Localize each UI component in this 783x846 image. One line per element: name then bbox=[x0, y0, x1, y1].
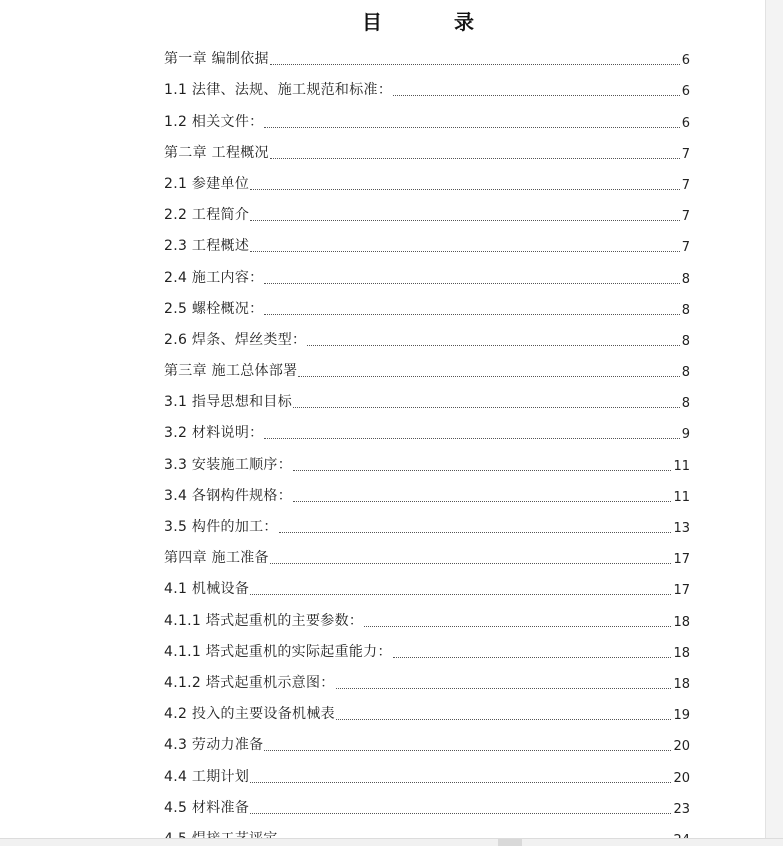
toc-dot-leader bbox=[293, 501, 671, 502]
toc-entry-page-number: 7 bbox=[681, 240, 690, 256]
toc-entry[interactable] bbox=[164, 74, 690, 105]
toc-entry-text: 4.1 机械设备 bbox=[164, 581, 250, 598]
toc-dot-leader bbox=[264, 438, 679, 439]
toc-entry-page-number: 7 bbox=[681, 146, 690, 162]
toc-entry[interactable] bbox=[164, 542, 690, 573]
toc-entry-page-number: 8 bbox=[681, 333, 690, 349]
toc-entry[interactable] bbox=[164, 105, 690, 136]
toc-entry-text: 3.4 各钢构件规格： bbox=[164, 487, 293, 504]
toc-dot-leader bbox=[393, 95, 680, 96]
toc-entry[interactable] bbox=[164, 448, 690, 479]
toc-dot-leader bbox=[264, 314, 679, 315]
toc-entry[interactable] bbox=[164, 511, 690, 542]
toc-entry-page-number: 6 bbox=[681, 53, 690, 69]
toc-entry[interactable] bbox=[164, 604, 690, 635]
toc-dot-leader bbox=[264, 127, 679, 128]
toc-entry[interactable] bbox=[164, 760, 690, 791]
toc-entry-text: 4.1.1 塔式起重机的实际起重能力： bbox=[164, 643, 392, 660]
toc-entry-page-number: 6 bbox=[681, 115, 690, 131]
toc-dot-leader bbox=[250, 594, 671, 595]
toc-entry-text: 4.3 劳动力准备 bbox=[164, 737, 264, 754]
toc-entry-text: 4.5 材料准备 bbox=[164, 799, 250, 816]
toc-entry[interactable] bbox=[164, 324, 690, 355]
toc-entry[interactable] bbox=[164, 573, 690, 604]
toc-entry-text: 1.2 相关文件： bbox=[164, 113, 264, 130]
toc-entry[interactable] bbox=[164, 386, 690, 417]
toc-entry-page-number: 7 bbox=[681, 177, 690, 193]
toc-entry-text: 1.1 法律、法规、施工规范和标准： bbox=[164, 82, 393, 99]
toc-entry[interactable] bbox=[164, 698, 690, 729]
toc-entry-page-number: 18 bbox=[673, 676, 690, 692]
toc-entry-text: 第三章 施工总体部署 bbox=[164, 363, 298, 380]
toc-entry-page-number: 18 bbox=[673, 614, 690, 630]
toc-entry[interactable] bbox=[164, 230, 690, 261]
toc-entry-text: 第一章 编制依据 bbox=[164, 51, 269, 68]
toc-entry-text: 第四章 施工准备 bbox=[164, 550, 269, 567]
toc-entry-page-number: 18 bbox=[673, 645, 690, 661]
toc-entry-page-number: 8 bbox=[681, 365, 690, 381]
toc-entry[interactable] bbox=[164, 480, 690, 511]
toc-dot-leader bbox=[264, 283, 679, 284]
toc-dot-leader bbox=[293, 407, 680, 408]
toc-entry-page-number: 17 bbox=[673, 583, 690, 599]
toc-entry-page-number: 11 bbox=[673, 458, 690, 474]
toc-entry[interactable] bbox=[164, 137, 690, 168]
toc-entry-page-number: 8 bbox=[681, 271, 690, 287]
toc-entry[interactable] bbox=[164, 43, 690, 74]
toc-entry-page-number: 11 bbox=[673, 489, 690, 505]
toc-entry[interactable] bbox=[164, 168, 690, 199]
toc-entry-page-number: 8 bbox=[681, 396, 690, 412]
toc-entry-text: 2.4 施工内容： bbox=[164, 269, 264, 286]
toc-entry[interactable] bbox=[164, 199, 690, 230]
toc-entry-text: 4.2 投入的主要设备机械表 bbox=[164, 706, 335, 723]
vertical-scrollbar[interactable] bbox=[765, 0, 783, 846]
toc-dot-leader bbox=[307, 345, 679, 346]
toc-dot-leader bbox=[250, 251, 680, 252]
toc-dot-leader bbox=[364, 626, 671, 627]
toc-entry-page-number: 8 bbox=[681, 302, 690, 318]
toc-entry-text: 4.1.1 塔式起重机的主要参数： bbox=[164, 612, 364, 629]
toc-entry[interactable] bbox=[164, 261, 690, 292]
toc-dot-leader bbox=[250, 220, 680, 221]
toc-entry-page-number: 9 bbox=[681, 427, 690, 443]
toc-entry-page-number: 20 bbox=[673, 770, 690, 786]
toc-entry-page-number: 13 bbox=[673, 521, 690, 536]
toc-dot-leader bbox=[279, 532, 672, 533]
toc-dot-leader bbox=[270, 64, 680, 65]
toc-dot-leader bbox=[250, 189, 680, 190]
toc-dot-leader bbox=[270, 158, 680, 159]
toc-entry-page-number: 17 bbox=[673, 552, 690, 568]
toc-entry[interactable] bbox=[164, 792, 690, 823]
toc-entry[interactable] bbox=[164, 355, 690, 386]
toc-entry[interactable] bbox=[164, 293, 690, 324]
toc-entry-text: 3.1 指导思想和目标 bbox=[164, 394, 293, 411]
toc-entry[interactable] bbox=[164, 417, 690, 448]
toc-entry[interactable] bbox=[164, 667, 690, 698]
toc-dot-leader bbox=[293, 470, 671, 471]
toc-entry-text: 2.2 工程简介 bbox=[164, 207, 250, 224]
toc-dot-leader bbox=[250, 782, 671, 783]
toc-dot-leader bbox=[336, 719, 672, 720]
toc-dot-leader bbox=[250, 813, 671, 814]
toc-title: 目 录 bbox=[362, 10, 500, 34]
toc-dot-leader bbox=[336, 688, 672, 689]
toc-dot-leader bbox=[264, 750, 671, 751]
toc-dot-leader bbox=[270, 563, 672, 564]
toc-dot-leader bbox=[298, 376, 679, 377]
toc-entry-text: 3.3 安装施工顺序： bbox=[164, 456, 293, 473]
toc-entry-text: 2.5 螺栓概况： bbox=[164, 300, 264, 317]
toc-entry-text: 3.5 构件的加工： bbox=[164, 519, 278, 535]
toc-entry-text: 3.2 材料说明： bbox=[164, 425, 264, 442]
toc-entry-text: 2.3 工程概述 bbox=[164, 238, 250, 255]
toc-entry-text: 4.1.2 塔式起重机示意图： bbox=[164, 674, 335, 691]
toc-entry[interactable] bbox=[164, 636, 690, 667]
horizontal-scrollbar[interactable] bbox=[0, 838, 783, 846]
toc-list bbox=[164, 43, 690, 846]
toc-entry-page-number: 20 bbox=[673, 739, 690, 755]
toc-entry-page-number: 7 bbox=[681, 209, 690, 225]
toc-entry[interactable] bbox=[164, 729, 690, 760]
toc-entry-page-number: 19 bbox=[673, 708, 690, 724]
toc-entry-page-number: 23 bbox=[673, 801, 690, 817]
toc-entry-text: 4.4 工期计划 bbox=[164, 768, 250, 785]
toc-dot-leader bbox=[393, 657, 672, 658]
toc-entry-text: 2.6 焊条、焊丝类型： bbox=[164, 331, 307, 348]
horizontal-scrollbar-thumb[interactable] bbox=[498, 839, 522, 846]
toc-entry-page-number: 6 bbox=[681, 84, 690, 100]
toc-entry-text: 第二章 工程概况 bbox=[164, 144, 269, 161]
toc-entry-text: 2.1 参建单位 bbox=[164, 175, 250, 192]
